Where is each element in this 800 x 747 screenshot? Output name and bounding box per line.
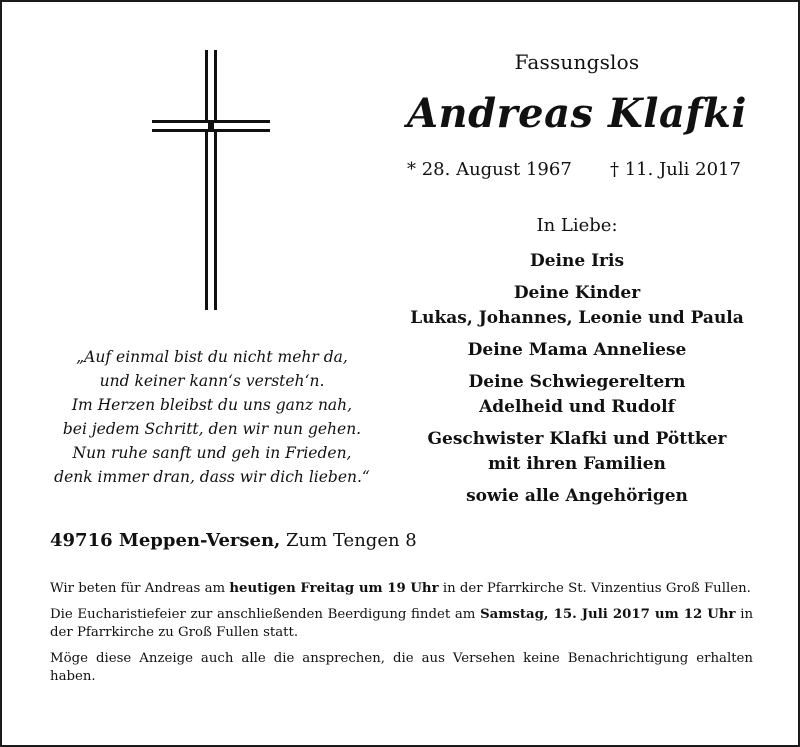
deceased-name: Andreas Klafki: [407, 90, 747, 137]
poem-line: bei jedem Schritt, den wir nun gehen.: [62, 420, 362, 438]
address-street: Zum Tengen 8: [280, 530, 417, 551]
poem-line: denk immer dran, dass wir dich lieben.“: [54, 468, 370, 486]
mourners-list: [392, 249, 762, 516]
notice-text: in der Pfarrkirche St. Vinzentius Groß Fullen.: [438, 581, 751, 596]
notice-emphasis: Samstag, 15. Juli 2017 um 12 Uhr: [480, 607, 736, 622]
mourner-group: [392, 484, 762, 509]
mourner-line: Lukas, Johannes, Leonie und Paula: [410, 308, 744, 328]
cross-icon: [152, 50, 270, 310]
notice-text: Die Eucharistiefeier zur anschließenden Beerdigung findet am: [50, 607, 481, 622]
notice-paragraph: [50, 650, 753, 686]
mourner-group: [392, 249, 762, 274]
death-date: † 11. Juli 2017: [610, 159, 741, 180]
poem-line: „Auf einmal bist du nicht mehr da,: [76, 348, 348, 366]
notice-text: in der Pfarrkirche zu Groß Fullen statt.: [50, 607, 754, 640]
mourner-line: Deine Schwiegereltern: [468, 372, 686, 392]
notice-text: Möge diese Anzeige auch alle die ansprechen, die aus Versehen keine Benachrichtigung erhalten haben.: [50, 651, 753, 684]
mourner-line: sowie alle Angehörigen: [466, 486, 688, 506]
address-city: 49716 Meppen-Versen,: [50, 530, 281, 551]
mourner-group: [392, 427, 762, 477]
service-notice: [50, 580, 753, 694]
mourner-group: [392, 370, 762, 420]
notice-emphasis: heutigen Freitag um 19 Uhr: [229, 581, 439, 596]
poem-line: und keiner kann‘s versteh‘n.: [99, 372, 325, 390]
notice-text: Wir beten für Andreas am: [50, 581, 230, 596]
mourner-line: Deine Mama Anneliese: [467, 340, 687, 360]
mourner-group: [392, 338, 762, 363]
poem-line: Im Herzen bleibst du uns ganz nah,: [71, 396, 353, 414]
mourner-line: Adelheid und Rudolf: [479, 397, 675, 417]
mourner-line: mit ihren Familien: [488, 454, 666, 474]
poem: [32, 345, 392, 489]
mourner-group: [392, 281, 762, 331]
notice-paragraph: [50, 580, 753, 598]
notice-paragraph: [50, 606, 753, 642]
address: [50, 530, 417, 551]
mourners-heading: In Liebe:: [536, 215, 618, 236]
mourner-line: Deine Kinder: [513, 283, 641, 303]
intro-text: Fassungslos: [514, 50, 640, 74]
mourner-line: Geschwister Klafki und Pöttker: [427, 429, 727, 449]
poem-line: Nun ruhe sanft und geh in Frieden,: [72, 444, 352, 462]
mourner-line: Deine Iris: [529, 251, 625, 271]
birth-date: * 28. August 1967: [407, 159, 572, 180]
